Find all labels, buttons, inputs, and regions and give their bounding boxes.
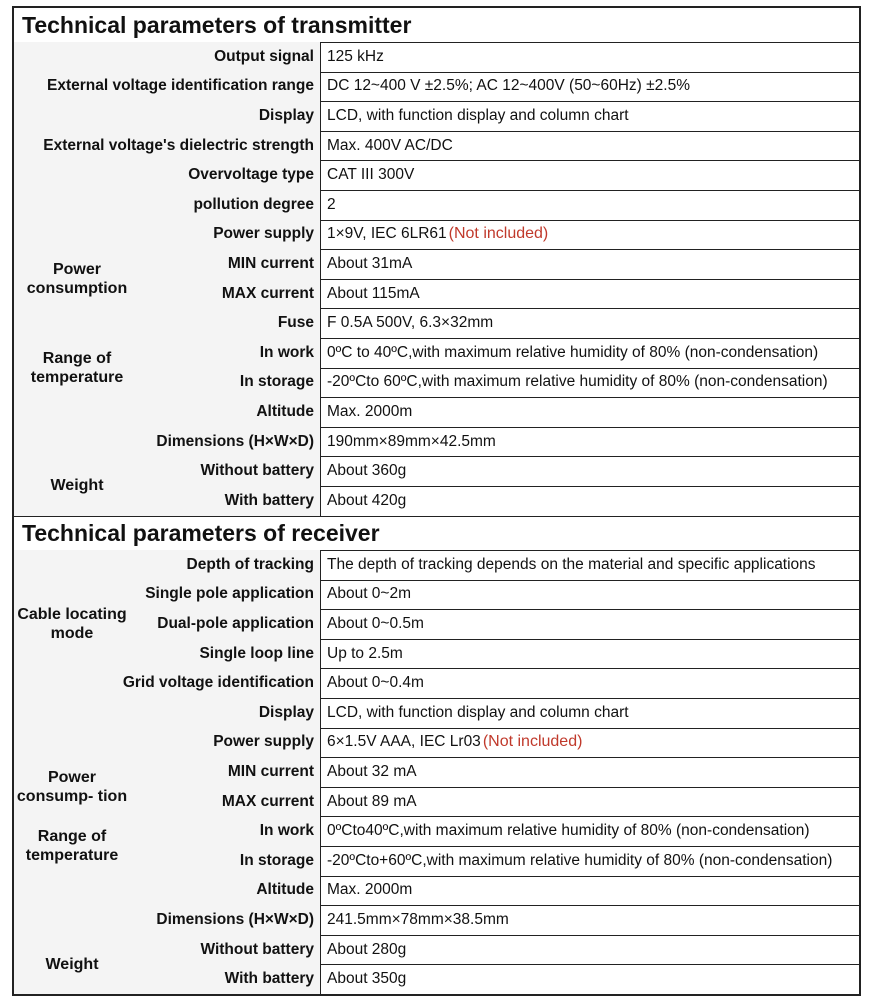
column-divider [320, 279, 321, 309]
param-value [321, 757, 859, 787]
column-divider [320, 160, 321, 190]
param-label: Display [14, 101, 320, 131]
param-label: Without battery [140, 456, 320, 486]
column-divider [320, 486, 321, 516]
param-value [321, 639, 859, 669]
param-value [321, 876, 859, 906]
value-text: F 0.5A 500V, 6.3×32mm [327, 314, 494, 332]
column-divider [320, 964, 321, 994]
value-text: 2 [327, 195, 336, 213]
param-value [321, 609, 859, 639]
param-value [321, 905, 859, 935]
param-label: In work [140, 338, 320, 368]
value-text: LCD, with function display and column chart [327, 106, 629, 124]
value-text: 1×9V, IEC 6LR61 [327, 225, 447, 243]
param-value [321, 698, 859, 728]
value-text: About 31mA [327, 254, 413, 272]
column-divider [320, 42, 321, 72]
column-divider [320, 846, 321, 876]
param-value [321, 427, 859, 457]
param-label: Grid voltage identification [14, 668, 320, 698]
param-label: Altitude [14, 397, 320, 427]
value-text: Max. 2000m [327, 402, 413, 420]
value-text: 0ºC to 40ºC,with maximum relative humidity of 80% (non-condensation) [327, 343, 819, 361]
column-divider [320, 456, 321, 486]
column-divider [320, 101, 321, 131]
param-value [321, 397, 859, 427]
column-divider [320, 787, 321, 817]
param-label: In storage [130, 846, 320, 876]
column-divider [320, 639, 321, 669]
param-label: Dimensions (H×W×D) [14, 427, 320, 457]
param-label: Power supply [14, 728, 320, 758]
value-text: About 280g [327, 940, 407, 958]
not-included-note: (Not included) [448, 225, 549, 243]
param-value [321, 72, 859, 102]
value-text: About 89 mA [327, 792, 417, 810]
param-value [321, 787, 859, 817]
value-text: About 0~0.5m [327, 614, 424, 632]
column-divider [320, 72, 321, 102]
column-divider [320, 580, 321, 610]
param-value [321, 456, 859, 486]
group-label: Power consumption [14, 249, 140, 308]
param-label: MIN current [140, 249, 320, 279]
value-text: About 0~2m [327, 585, 412, 603]
value-text: -20ºCto+60ºC,with maximum relative humidity of 80% (non-condensation) [327, 851, 833, 869]
value-text: About 0~0.4m [327, 674, 424, 692]
param-value [321, 249, 859, 279]
value-text: 0ºCto40ºC,with maximum relative humidity of 80% (non-condensation) [327, 822, 810, 840]
param-label: MIN current [130, 757, 320, 787]
column-divider [320, 935, 321, 965]
column-divider [320, 308, 321, 338]
spec-table [12, 6, 861, 996]
value-text: 6×1.5V AAA, IEC Lr03 [327, 733, 481, 751]
param-value [321, 486, 859, 516]
value-text: 125 kHz [327, 47, 384, 65]
param-label: Depth of tracking [14, 550, 320, 580]
column-divider [320, 550, 321, 580]
column-divider [320, 876, 321, 906]
column-divider [320, 728, 321, 758]
group-label: Power consump- tion [14, 757, 130, 816]
param-label: Altitude [14, 876, 320, 906]
param-label: Dimensions (H×W×D) [14, 905, 320, 935]
param-label: In work [130, 816, 320, 846]
param-label: External voltage's dielectric strength [14, 131, 320, 161]
group-label: Range of temperature [14, 338, 140, 397]
param-label: In storage [140, 368, 320, 398]
value-text: The depth of tracking depends on the material and specific applications [327, 555, 816, 573]
value-text: -20ºCto 60ºC,with maximum relative humidity of 80% (non-condensation) [327, 373, 828, 391]
column-divider [320, 190, 321, 220]
param-value [321, 550, 859, 580]
group-label: Weight [14, 456, 140, 515]
not-included-note: (Not included) [482, 733, 583, 751]
transmitter-title: Technical parameters of transmitter [22, 11, 412, 38]
column-divider [320, 220, 321, 250]
param-label: With battery [140, 486, 320, 516]
param-label: pollution degree [14, 190, 320, 220]
param-label: Overvoltage type [14, 160, 320, 190]
column-divider [320, 249, 321, 279]
param-value [321, 338, 859, 368]
group-label: Range of temperature [14, 816, 130, 875]
param-label: Single loop line [130, 639, 320, 669]
group-label: Weight [14, 935, 130, 994]
value-text: About 115mA [327, 284, 420, 302]
param-label: External voltage identification range [14, 72, 320, 102]
value-text: LCD, with function display and column chart [327, 703, 629, 721]
column-divider [320, 397, 321, 427]
value-text: 190mm×89mm×42.5mm [327, 432, 496, 450]
param-value [321, 42, 859, 72]
column-divider [320, 816, 321, 846]
param-label: Output signal [14, 42, 320, 72]
param-label: Fuse [14, 308, 320, 338]
param-value [321, 190, 859, 220]
column-divider [320, 609, 321, 639]
value-text: 241.5mm×78mm×38.5mm [327, 910, 509, 928]
param-value [321, 368, 859, 398]
column-divider [320, 905, 321, 935]
value-text: About 360g [327, 462, 407, 480]
param-value [321, 279, 859, 309]
param-label: With battery [130, 964, 320, 994]
group-label: Cable locating mode [14, 580, 130, 669]
param-label: Without battery [130, 935, 320, 965]
param-value [321, 816, 859, 846]
value-text: About 350g [327, 970, 407, 988]
column-divider [320, 757, 321, 787]
column-divider [320, 131, 321, 161]
value-text: Up to 2.5m [327, 644, 403, 662]
param-value [321, 580, 859, 610]
value-text: About 420g [327, 491, 407, 509]
param-label: MAX current [130, 787, 320, 817]
param-label: MAX current [140, 279, 320, 309]
param-value [321, 668, 859, 698]
param-value [321, 308, 859, 338]
param-value [321, 160, 859, 190]
column-divider [320, 698, 321, 728]
column-divider [320, 338, 321, 368]
param-value [321, 220, 859, 250]
column-divider [320, 368, 321, 398]
param-value [321, 101, 859, 131]
value-text: About 32 mA [327, 762, 417, 780]
param-label: Dual-pole application [130, 609, 320, 639]
param-label: Display [14, 698, 320, 728]
receiver-title: Technical parameters of receiver [22, 519, 380, 546]
column-divider [320, 668, 321, 698]
value-text: Max. 2000m [327, 881, 413, 899]
param-label: Power supply [14, 220, 320, 250]
param-value [321, 728, 859, 758]
value-text: Max. 400V AC/DC [327, 136, 453, 154]
param-value [321, 964, 859, 994]
value-text: CAT III 300V [327, 166, 415, 184]
param-value [321, 935, 859, 965]
param-value [321, 131, 859, 161]
param-value [321, 846, 859, 876]
value-text: DC 12~400 V ±2.5%; AC 12~400V (50~60Hz) ±2.5% [327, 77, 690, 95]
column-divider [320, 427, 321, 457]
param-label: Single pole application [130, 580, 320, 610]
